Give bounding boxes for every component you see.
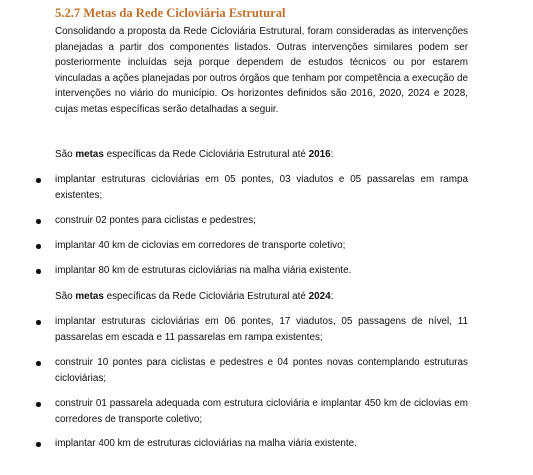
goals-2016-lead-prefix: São <box>55 149 76 160</box>
list-item-text: implantar 40 km de ciclovias em corredores de transporte coletivo; <box>55 240 346 251</box>
bullet-icon <box>36 219 41 224</box>
list-item-text: construir 02 pontes para ciclistas e pedestres; <box>55 215 256 226</box>
list-item <box>55 238 468 254</box>
list-item <box>55 314 468 345</box>
list-item <box>55 263 468 279</box>
list-item <box>55 396 468 427</box>
goals-2016-lead-suffix: : <box>330 149 334 160</box>
goals-2024-lead <box>55 289 333 304</box>
bullet-icon <box>36 320 41 325</box>
list-item-text: implantar 400 km de estruturas cicloviárias na malha viária existente. <box>55 438 357 449</box>
bullet-icon <box>36 402 41 407</box>
section-heading: 5.2.7 Metas da Rede Cicloviária Estrutural <box>55 6 286 20</box>
bullet-icon <box>36 244 41 249</box>
bullet-icon <box>36 269 41 274</box>
goals-2016-lead <box>55 147 333 162</box>
list-item <box>55 172 468 203</box>
goals-2024-lead-middle: específicas da Rede Cicloviária Estrutural até <box>103 291 309 302</box>
goals-2024-lead-prefix: São <box>55 291 76 302</box>
list-item <box>55 355 468 386</box>
list-item-text: implantar estruturas cicloviárias em 05 pontes, 03 viadutos e 05 passarelas em rampa existentes; <box>55 174 468 201</box>
intro-paragraph: Consolidando a proposta da Rede Cicloviária Estrutural, foram consideradas as intervenções planejadas a partir dos componentes listados. Outras intervenções similares podem ser posteriormente incluídas seja porque dependem de estudos técnicos ou por estarem vinculadas a ações planejadas por outros órgãos que tenham por competência a execução de intervenções no viário do município. Os horizontes definidos são 2016, 2020, 2024 e 2028, cujas metas específicas serão detalhadas a seguir. <box>55 26 468 115</box>
bullet-icon <box>36 361 41 366</box>
goals-2016-lead-bold: metas <box>75 149 104 160</box>
bullet-icon <box>36 178 41 183</box>
list-item-text: implantar estruturas cicloviárias em 06 pontes, 17 viadutos, 05 passagens de nível, 11 passarelas em escada e 11 passarelas em rampa existentes; <box>55 316 468 343</box>
goals-2024-lead-bold: metas <box>75 291 104 302</box>
bullet-icon <box>36 442 41 447</box>
list-item-text: construir 01 passarela adequada com estrutura cicloviária e implantar 450 km de ciclovias em corredores de transporte coletivo; <box>55 398 468 425</box>
goals-2016-lead-middle: específicas da Rede Cicloviária Estrutural até <box>103 149 309 160</box>
list-item <box>55 213 468 229</box>
goals-2024-lead-year: 2024 <box>308 291 331 302</box>
list-item <box>55 436 468 452</box>
list-item-text: implantar 80 km de estruturas cicloviárias na malha viária existente. <box>55 265 352 276</box>
goals-2024-lead-suffix: : <box>330 291 334 302</box>
goals-2016-lead-year: 2016 <box>308 149 331 160</box>
list-item-text: construir 10 pontes para ciclistas e pedestres e 04 pontes novas contemplando estruturas cicloviárias; <box>55 357 468 384</box>
